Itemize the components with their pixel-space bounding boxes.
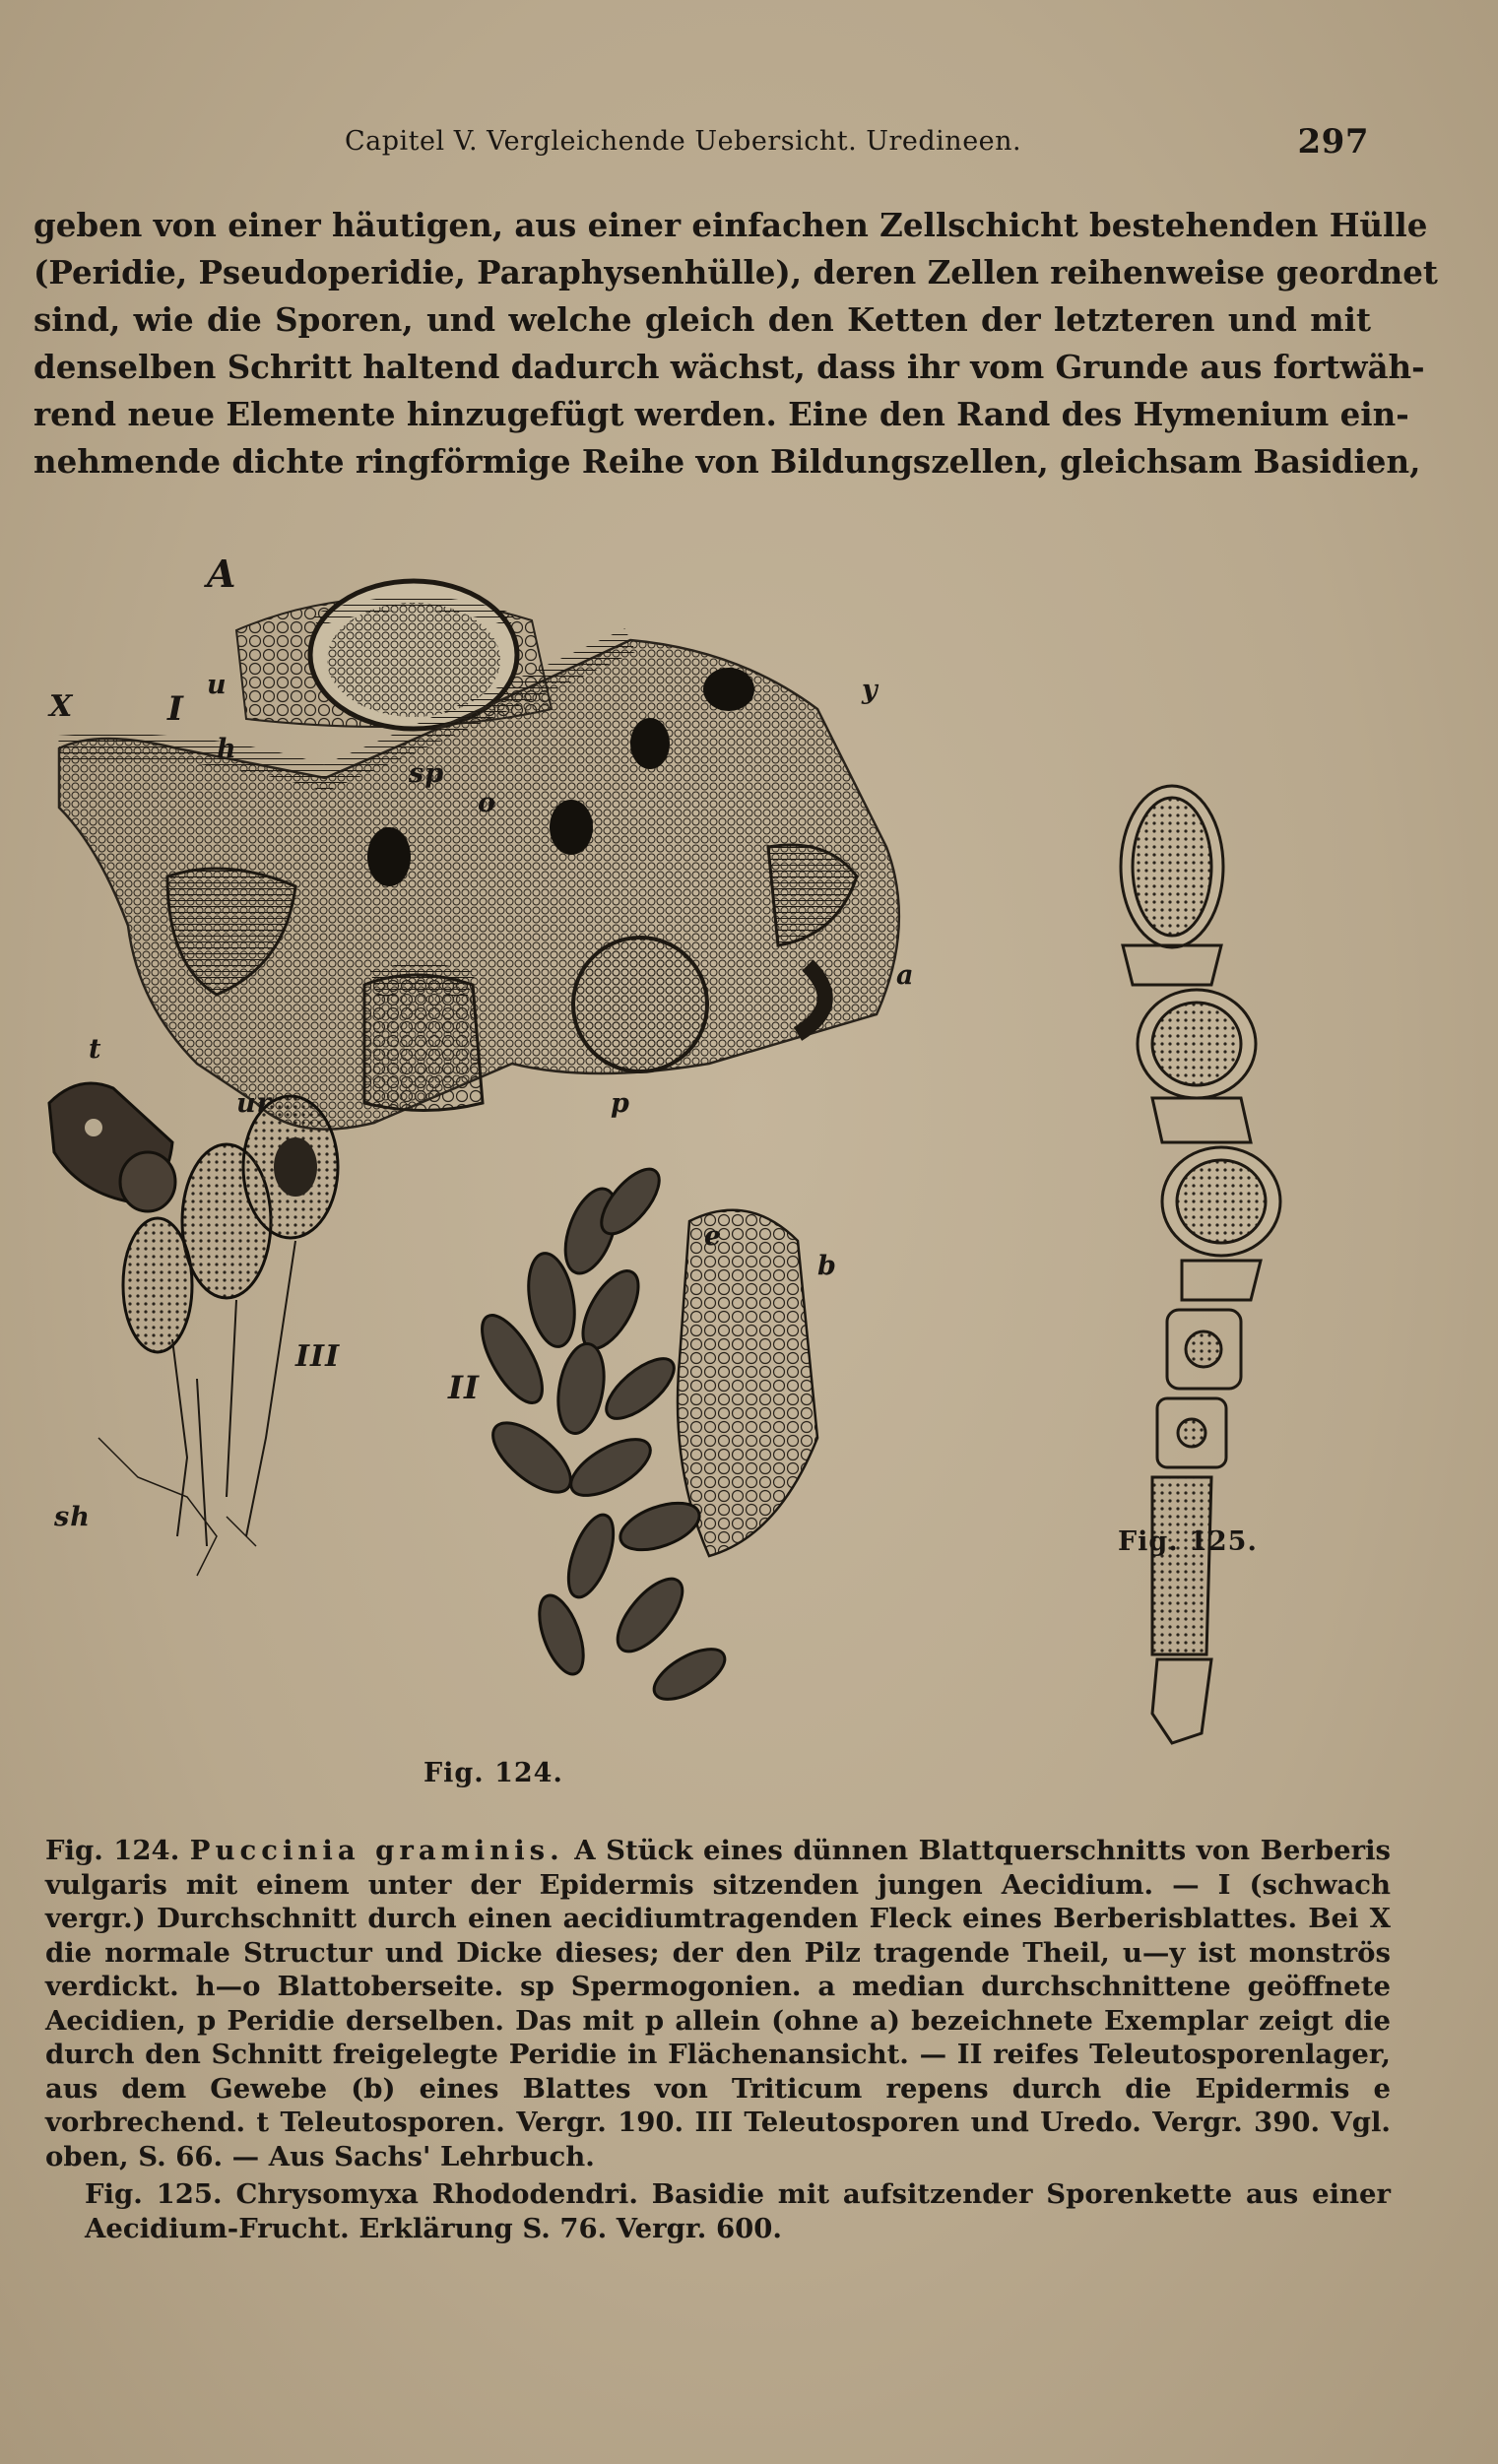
body-line: sind, wie die Sporen, und welche gleich den Ketten der letzteren und mit bbox=[33, 300, 1371, 339]
body-line: (Peridie, Pseudoperidie, Paraphysenhülle), deren Zellen reihenweise geordnet bbox=[33, 253, 1438, 292]
fig124-label: Fig. 124. bbox=[423, 1758, 563, 1788]
label-t: t bbox=[89, 1034, 102, 1065]
body-line: denselben Schritt haltend dadurch wächst, dass ihr vom Grunde aus fortwäh- bbox=[33, 348, 1425, 386]
label-ur: ur bbox=[236, 1088, 272, 1119]
body-line: rend neue Elemente hinzugefügt werden. Eine den Rand des Hymenium ein- bbox=[33, 395, 1409, 433]
fig124-part-I bbox=[59, 640, 899, 1130]
fig125-caption-text: Chrysomyxa Rhododendri. Basidie mit aufsitzender Sporenkette aus einer Aecidium-Frucht. Erklärung S. 76. Vergr. 600. bbox=[85, 2178, 1392, 2244]
label-u: u bbox=[207, 670, 228, 700]
body-line: nehmende dichte ringförmige Reihe von Bildungszellen, gleichsam Basidien, bbox=[33, 442, 1421, 481]
body-line: geben von einer häutigen, aus einer einfachen Zellschicht bestehenden Hülle bbox=[33, 206, 1428, 244]
fig124-caption bbox=[45, 1834, 1391, 2173]
fig125-caption bbox=[45, 2177, 1391, 2245]
label-X: X bbox=[49, 689, 74, 724]
label-o: o bbox=[478, 788, 497, 818]
label-I: I bbox=[167, 689, 184, 729]
fig124-caption-species: Puccinia graminis. bbox=[189, 1835, 564, 1866]
fig125-spore-chain bbox=[1121, 786, 1280, 1743]
label-b: b bbox=[817, 1251, 837, 1281]
figure-captions bbox=[45, 1834, 1391, 2245]
figure-area bbox=[0, 551, 1498, 1822]
label-II: II bbox=[448, 1369, 480, 1406]
page-header bbox=[345, 122, 1379, 165]
fig124-part-III bbox=[49, 1083, 341, 1576]
fig124-caption-text: A Stück eines dünnen Blattquerschnitts von Berberis vulgaris mit einem unter der Epidermis sitzenden jungen Aecidium. — I (schwach vergr.) Durchschnitt durch einen aecidiumtragenden Fleck eines Berberisblattes. Bei X die normale Structur und Dicke dieses; der den Pilz tragende Theil, u—y ist monströs verdickt. h—o Blattoberseite. sp Spermogonien. a median durchschnittene geöffnete Aecidien, p Peridie derselben. Das mit p allein (ohne a) bezeichnete Exemplar zeigt die durch den Schnitt freigelegte Peridie in Flächenansicht. — II reifes Teleutosporenlager, aus dem Gewebe (b) eines Blattes von Triticum repens durch die Epidermis e vorbrechend. t Teleutosporen. Vergr. 190. III Teleutosporen und Uredo. Vergr. 390. Vgl. oben, S. 66. — Aus Sachs' Lehrbuch. bbox=[45, 1835, 1391, 2172]
label-A: A bbox=[207, 551, 237, 596]
label-p: p bbox=[611, 1088, 630, 1119]
fig124-caption-lead: Fig. 124. bbox=[45, 1835, 180, 1866]
label-e: e bbox=[704, 1221, 723, 1252]
label-III: III bbox=[295, 1339, 341, 1374]
label-y: y bbox=[862, 675, 879, 705]
label-sp: sp bbox=[409, 758, 445, 789]
running-title: Capitel V. Vergleichende Uebersicht. Uredineen. bbox=[345, 126, 1022, 157]
fig124-part-II bbox=[471, 1160, 817, 1710]
body-paragraph bbox=[33, 202, 1438, 486]
page-number: 297 bbox=[1297, 122, 1369, 162]
label-a: a bbox=[896, 960, 915, 991]
label-sh: sh bbox=[54, 1502, 91, 1532]
fig125-caption-lead: Fig. 125. bbox=[85, 2178, 223, 2210]
fig125-label: Fig. 125. bbox=[1118, 1526, 1258, 1557]
label-h: h bbox=[217, 734, 237, 764]
